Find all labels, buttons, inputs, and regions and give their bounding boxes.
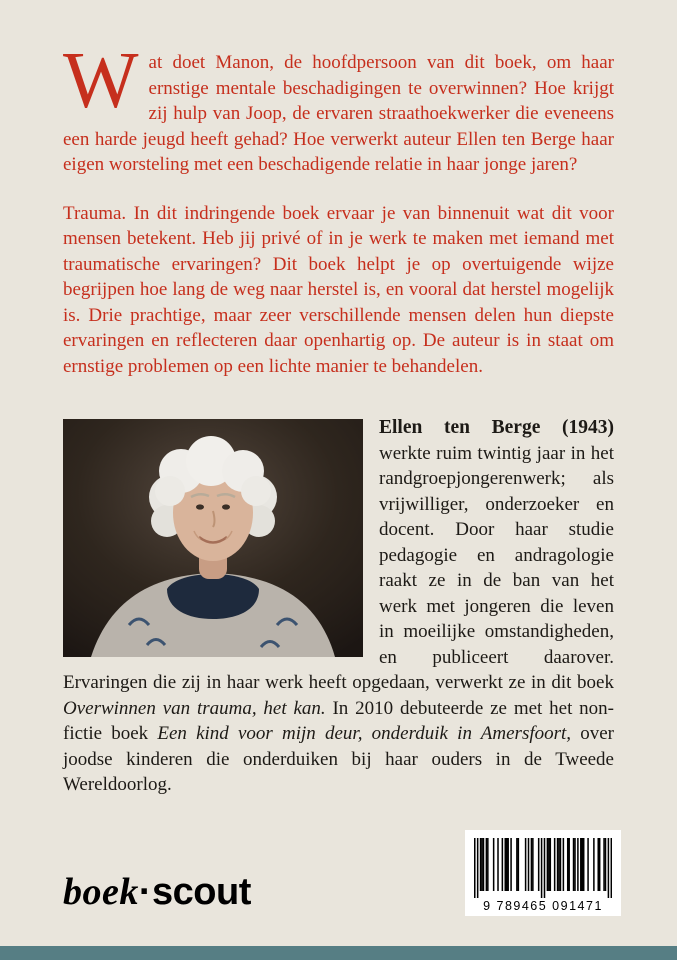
- author-bio-part3: over joodse kinderen die onderduiken bij haar ouders in de Tweede Wereldoorlog.: [63, 723, 614, 795]
- author-section: [63, 415, 614, 798]
- portrait-illustration: [63, 419, 363, 657]
- intro-paragraph: [63, 37, 614, 178]
- author-name: Ellen ten Berge (1943): [379, 417, 614, 438]
- logo-part-boek: boek: [63, 871, 139, 913]
- publisher-logo: [63, 870, 251, 914]
- book-title-current: Overwinnen van trauma, het kan.: [63, 697, 326, 719]
- author-bio-part2: In 2010 debuteerde ze met het non-fictie boek: [63, 697, 615, 744]
- barcode-bars: [474, 838, 612, 898]
- footer-color-bar: [0, 946, 677, 960]
- barcode-number: 9 789465 091471: [483, 899, 603, 913]
- intro-text: at doet Manon, de hoofdpersoon van dit boek, om haar ernstige mentale beschadigingen te overwinnen? Hoe krijgt zij hulp van Joop, de ervaren straathoekwerker die eveneens een harde jeugd heeft gehad? Hoe verwerkt auteur Ellen ten Berge haar eigen worsteling met een beschadigende relatie in haar jonge jaren?: [63, 52, 614, 175]
- barcode: [465, 830, 621, 916]
- logo-separator-dot: ·: [138, 871, 153, 913]
- logo-part-scout: scout: [152, 871, 251, 913]
- author-photo: [63, 419, 363, 657]
- second-paragraph: Trauma. In dit indringende boek ervaar je van binnenuit wat dit voor mensen betekent. Heb jij privé of in je werk te maken met iemand met traumatische ervaringen? Dit boek helpt je op overtuigende wijze begrijpen hoe lang de weg naar herstel is, en vooral dat herstel mogelijk is. Drie prachtige, maar zeer verschillende mensen delen hun diepste ervaringen en reflecteren daar openhartig op. De auteur is in staat om ernstige problemen op een lichte manier te behandelen.: [63, 202, 614, 377]
- dropcap-letter: W: [63, 37, 139, 125]
- book-title-previous: Een kind voor mijn deur, onderduik in Amersfoort,: [157, 723, 572, 744]
- author-bio-part1: werkte ruim twintig jaar in het randgroepjongerenwerk; als vrijwilliger, onderzoeker en docent. Door haar studie pedagogie en andragologie raakt ze in de ban van het werk met jongeren die leven in moeilijke omstandigheden, en publiceert daarover. Ervaringen die zij in haar werk heeft opgedaan, verwerkt ze in dit boek: [63, 442, 614, 693]
